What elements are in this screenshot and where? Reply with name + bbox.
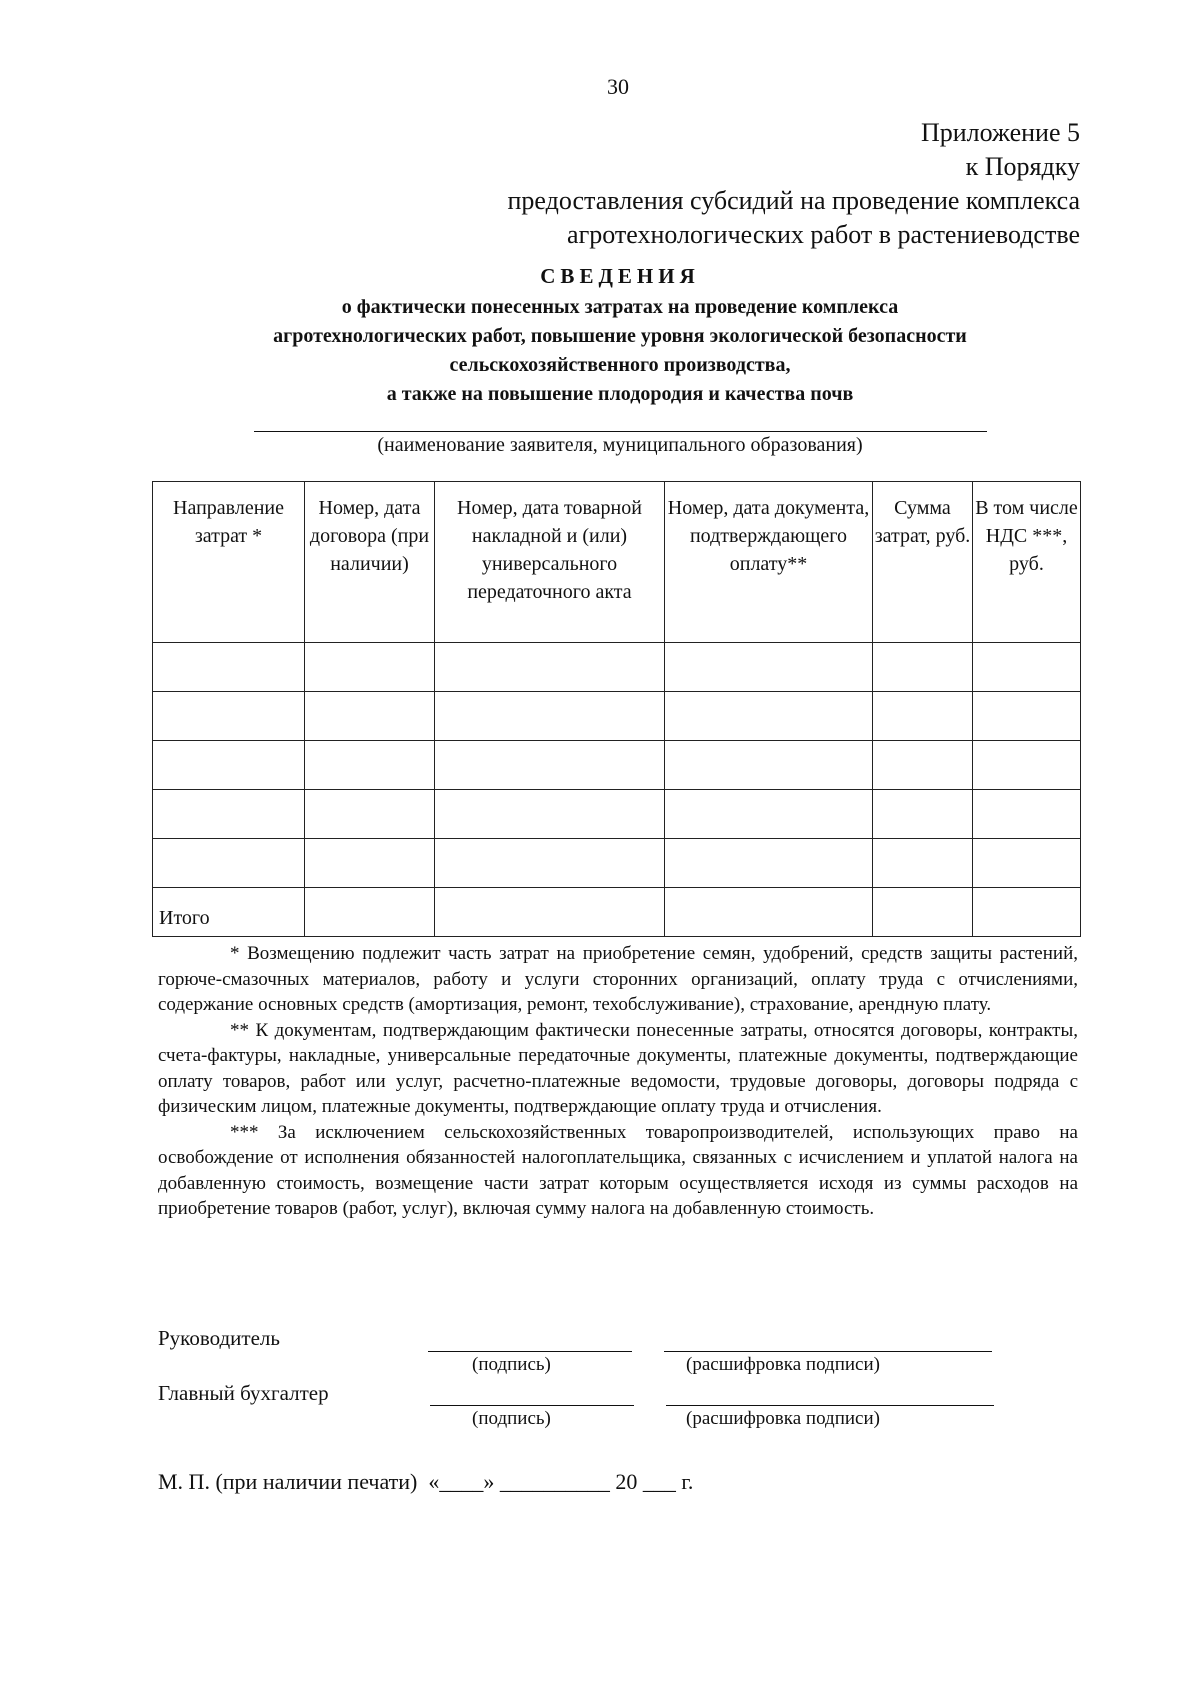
table-cell[interactable] [153,643,305,692]
table-cell[interactable] [973,643,1081,692]
header-expense-direction: Направление затрат * [153,482,305,643]
page-number: 30 [607,74,629,99]
head-decoding-line[interactable] [664,1351,992,1352]
stamp-date-line: М. П. (при наличии печати) «____» __________ 20 ___ г. [158,1469,694,1494]
table-row [153,643,1081,692]
table-cell[interactable] [973,888,1081,937]
header-waybill: Номер, дата товарной накладной и (или) универсального передаточного акта [435,482,665,643]
table-row [153,692,1081,741]
accountant-label: Главный бухгалтер [158,1381,329,1405]
table-cell[interactable] [665,643,873,692]
accountant-decoding-caption: (расшифровка подписи) [686,1408,880,1429]
title-line-1: о фактически понесенных затратах на проведение комплекса [341,296,899,318]
table-cell[interactable] [435,790,665,839]
accountant-decoding-line[interactable] [666,1405,994,1406]
head-label: Руководитель [158,1326,280,1350]
table-total-row [153,888,1081,937]
table-cell[interactable] [973,741,1081,790]
table-cell[interactable] [435,741,665,790]
table-cell[interactable] [873,741,973,790]
document-title [160,262,1080,409]
title-line-3: сельскохозяйственного производства, [449,354,791,376]
table-cell[interactable] [665,839,873,888]
table-cell[interactable] [305,888,435,937]
title-line-4: а также на повышение плодородия и качества почв [386,383,854,405]
table-cell[interactable] [305,790,435,839]
table-cell[interactable] [873,692,973,741]
table-cell[interactable] [873,839,973,888]
expenses-table [152,481,1081,937]
accountant-signature-caption: (подпись) [472,1408,551,1429]
total-label: Итого [153,888,305,937]
table-row [153,741,1081,790]
footnotes [158,941,1078,1222]
table-cell[interactable] [973,692,1081,741]
footnote-1: * Возмещению подлежит часть затрат на приобретение семян, удобрений, средств защиты растений, горюче-смазочных материалов, работу и услуги сторонних организаций, оплату труда с отчислениями, содержание основных средств (амортизация, ремонт, техобслуживание), страхование, арендную плату. [158,943,1078,1015]
table-cell[interactable] [973,839,1081,888]
appendix-line-4: агротехнологических работ в растениеводстве [567,220,1080,249]
table-cell[interactable] [873,888,973,937]
appendix-line-2: к Порядку [965,152,1080,181]
table-header-row [153,482,1081,643]
table-cell[interactable] [973,790,1081,839]
table-cell[interactable] [435,643,665,692]
table-cell[interactable] [153,839,305,888]
table-row [153,839,1081,888]
head-signature-line[interactable] [428,1351,632,1352]
table-cell[interactable] [665,790,873,839]
table-cell[interactable] [305,839,435,888]
header-amount: Сумма затрат, руб. [873,482,973,643]
table-cell[interactable] [153,692,305,741]
table-row [153,790,1081,839]
appendix-line-3: предоставления субсидий на проведение комплекса [507,186,1080,215]
table-cell[interactable] [435,888,665,937]
header-payment-document: Номер, дата документа, подтверждающего оплату** [665,482,873,643]
applicant-caption: (наименование заявителя, муниципального образования) [377,434,863,456]
title-line-2: агротехнологических работ, повышение уровня экологической безопасности [273,325,967,347]
table-cell[interactable] [435,839,665,888]
table-cell[interactable] [873,643,973,692]
table-cell[interactable] [873,790,973,839]
table-cell[interactable] [435,692,665,741]
head-decoding-caption: (расшифровка подписи) [686,1354,880,1375]
accountant-signature-line[interactable] [430,1405,634,1406]
table-cell[interactable] [305,741,435,790]
footnote-3: *** За исключением сельскохозяйственных товаропроизводителей, использующих право на освобождение от исполнения обязанностей налогоплательщика, связанных с исчислением и уплатой налога на добавленную стоимость, возмещение части затрат которым осуществляется исходя из суммы расходов на приобретение товаров (работ, услуг), включая сумму налога на добавленную стоимость. [158,1121,1078,1219]
applicant-name-line [254,431,987,432]
title-main: СВЕДЕНИЯ [540,264,700,288]
table-cell[interactable] [153,741,305,790]
head-signature-caption: (подпись) [472,1354,551,1375]
table-cell[interactable] [305,692,435,741]
appendix-reference [508,116,1080,252]
header-vat: В том числе НДС ***, руб. [973,482,1081,643]
footnote-2: ** К документам, подтверждающим фактически понесенные затраты, относятся договоры, контракты, счета-фактуры, накладные, универсальные передаточные документы, платежные документы, подтверждающие оплату товаров, работ или услуг, расчетно-платежные ведомости, трудовые договоры, договоры подряда с физическим лицом, платежные документы, подтверждающие оплату труда и отчисления. [158,1019,1078,1117]
appendix-line-1: Приложение 5 [920,118,1080,147]
table-cell[interactable] [665,888,873,937]
table-cell[interactable] [305,643,435,692]
table-cell[interactable] [665,741,873,790]
table-cell[interactable] [153,790,305,839]
header-contract: Номер, дата договора (при наличии) [305,482,435,643]
table-cell[interactable] [665,692,873,741]
